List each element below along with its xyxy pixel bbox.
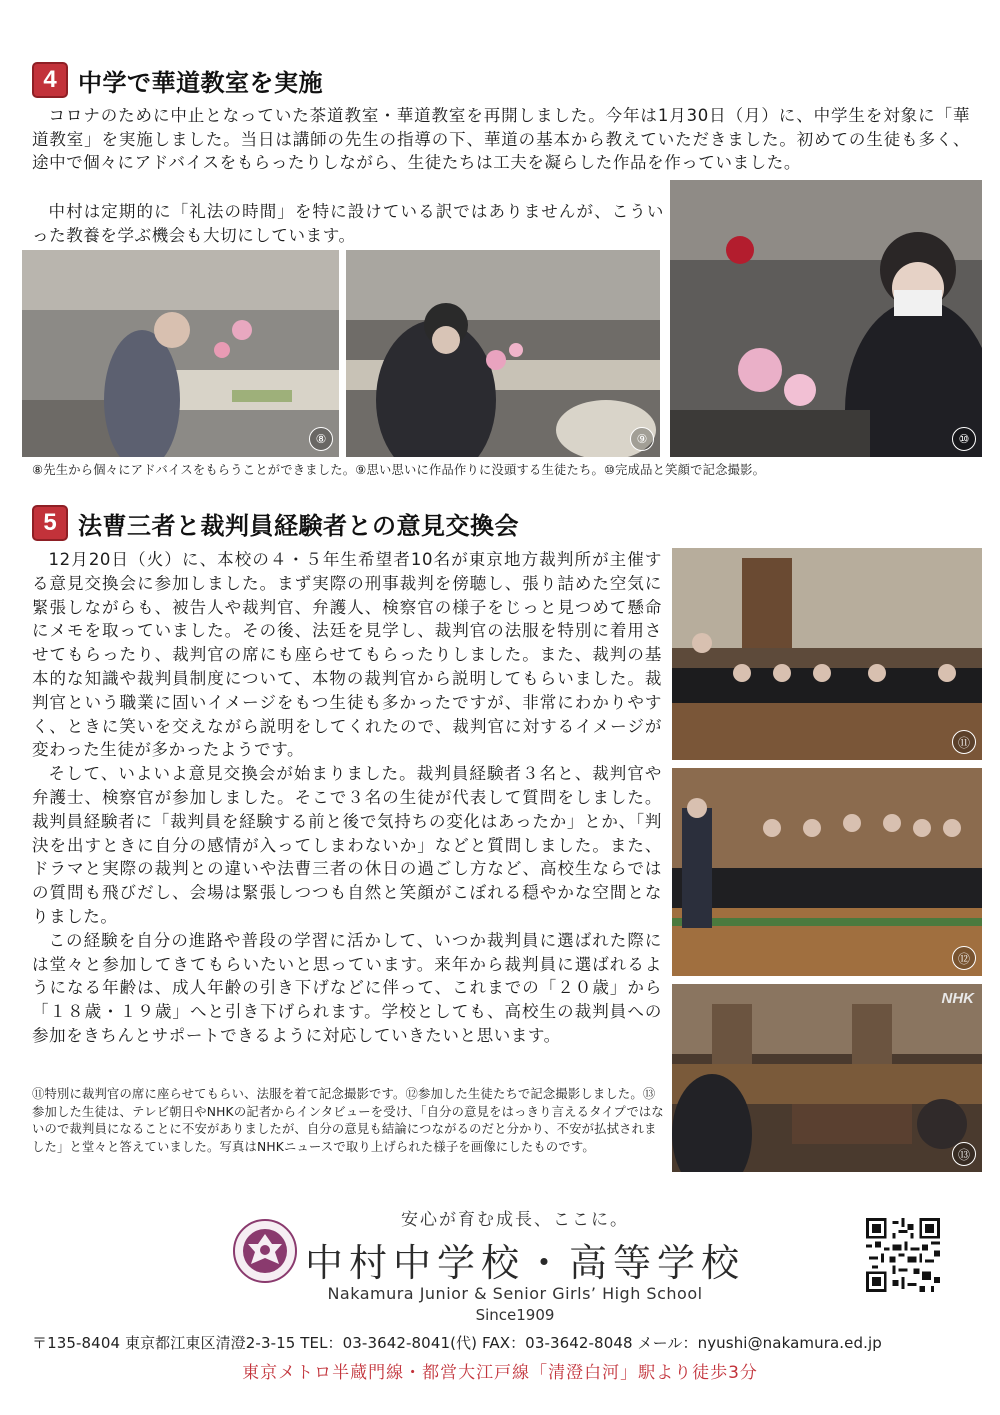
section-5-caption: ⑪特別に裁判官の席に座らせてもらい、法服を着て記念撮影です。⑫参加した生徒たちで記念撮影しました。⑬参加した生徒は、テレビ朝日やNHKの記者からインタビューを受け、「自分の意見をはっきり言えるタイプではないので裁判員になることに不安がありましたが、自分の意見も結論につながるのだと分かり、不安が払拭されました」と堂々と答えていました。写真はNHKニュースで取り上げられた様子を画像にしたものです。 bbox=[32, 1087, 664, 1154]
section-5-heading bbox=[32, 505, 519, 541]
nhk-watermark: NHK bbox=[941, 990, 974, 1007]
photo-image bbox=[672, 984, 982, 1172]
paragraph: そして、いよいよ意見交換会が始まりました。裁判員経験者３名と、裁判官や弁護士、検察官が参加しました。そこで３名の生徒が代表して質問をしました。裁判員経験者に「裁判員を経験する前と後で気持ちの変化はあったか」とか、「判決を出すときに自分の感情が入ってしまわないか」などと質問しました。また、ドラマと実際の裁判との違いや法曹三者の休日の過ごし方など、高校生ならではの質問も飛びだし、会場は緊張しつつも自然と笑顔がこぼれる穏やかな空間となりました。 bbox=[32, 764, 662, 926]
photo-image bbox=[670, 180, 982, 457]
photo-number: ⑪ bbox=[952, 730, 976, 754]
photo-student-portrait bbox=[670, 180, 982, 457]
qr-code-icon bbox=[866, 1218, 940, 1292]
section-4-caption: ⑧先生から個々にアドバイスをもらうことができました。⑨思い思いに作品作りに没頭する生徒たち。⑩完成品と笑顔で記念撮影。 bbox=[32, 463, 766, 477]
photo-number: ⑫ bbox=[952, 946, 976, 970]
photo-image bbox=[22, 250, 339, 457]
section-5-body bbox=[32, 548, 662, 1048]
photo-number: ⑧ bbox=[309, 427, 333, 451]
paragraph: 12月20日（火）に、本校の４・５年生希望者10名が東京地方裁判所が主催する意見交換会に参加しました。まず実際の刑事裁判を傍聴し、張り詰めた空気に緊張しながらも、被告人や裁判官、弁護人、検察官の様子をじっと見つめて懸命にメモを取っていました。その後、法廷を見学し、裁判官の法服を特別に着用させてもらったり、裁判官の席にも座らせてもらったりしました。また、裁判の基本的な知識や裁判員制度について、本物の裁判官から説明してもらいました。裁判官という職業に固いイメージをもつ生徒も多かったですが、非常にわかりやすく、ときに笑いを交えながら説明をしてくれたので、裁判官に対するイメージが変わった生徒が多かったようです。 bbox=[32, 550, 662, 760]
section-4-heading bbox=[32, 62, 323, 98]
photo-number: ⑩ bbox=[952, 427, 976, 451]
school-name: 中村中学校・高等学校 bbox=[305, 1241, 746, 1285]
photo-students-arranging bbox=[346, 250, 660, 457]
photo-image bbox=[346, 250, 660, 457]
photo-image bbox=[672, 768, 982, 976]
access-info: 東京メトロ半蔵門線・都営大江戸線「清澄白河」駅より徒歩3分 bbox=[242, 1363, 758, 1383]
school-tagline: 安心が育む成長、ここに。 bbox=[401, 1210, 629, 1230]
photo-group bbox=[672, 768, 982, 976]
photo-number: ⑨ bbox=[630, 427, 654, 451]
school-name-english: Nakamura Junior & Senior Girls’ High School bbox=[327, 1284, 703, 1303]
photo-judges-bench bbox=[672, 548, 982, 760]
photo-ikebana-teacher bbox=[22, 250, 339, 457]
section-title: 中学で華道教室を実施 bbox=[78, 68, 323, 97]
photo-number: ⑬ bbox=[952, 1142, 976, 1166]
photo-courtroom-interview bbox=[672, 984, 982, 1172]
section-4-body-2 bbox=[32, 200, 664, 247]
since-year: Since1909 bbox=[475, 1306, 555, 1324]
school-address: 〒135-8404 東京都江東区清澄2-3-15 TEL：03-3642-8041(代) FAX：03-3642-8048 メール：nyushi@nakamura.ed.jp bbox=[32, 1334, 882, 1352]
school-logo bbox=[232, 1218, 298, 1284]
section-number-badge: 4 bbox=[32, 62, 68, 98]
section-4-body bbox=[32, 104, 970, 175]
paragraph: コロナのために中止となっていた茶道教室・華道教室を再開しました。今年は1月30日（月）に、中学生を対象に「華道教室」を実施しました。当日は講師の先生の指導の下、華道の基本から教えていただきました。初めての生徒も多く、途中で個々にアドバイスをもらったりしながら、生徒たちは工夫を凝らした作品を作っていました。 bbox=[32, 106, 970, 172]
section-number-badge: 5 bbox=[32, 505, 68, 541]
section-title: 法曹三者と裁判員経験者との意見交換会 bbox=[78, 511, 519, 540]
qr-code[interactable] bbox=[866, 1218, 940, 1292]
paragraph: この経験を自分の進路や普段の学習に活かして、いつか裁判員に選ばれた際には堂々と参加してきてもらいたいと思っています。来年から裁判員に選ばれるようになる年齢は、成人年齢の引き下げなどに伴って、これまでの「２０歳」から「１８歳・１９歳」へと引き下げられます。学校としても、高校生の裁判員への参加をきちんとサポートできるように対応していきたいと思います。 bbox=[32, 930, 662, 1045]
paragraph: 中村は定期的に「礼法の時間」を特に設けている訳ではありませんが、こういった教養を学ぶ機会も大切にしています。 bbox=[32, 202, 664, 245]
photo-image bbox=[672, 548, 982, 760]
school-crest-icon bbox=[232, 1218, 298, 1284]
